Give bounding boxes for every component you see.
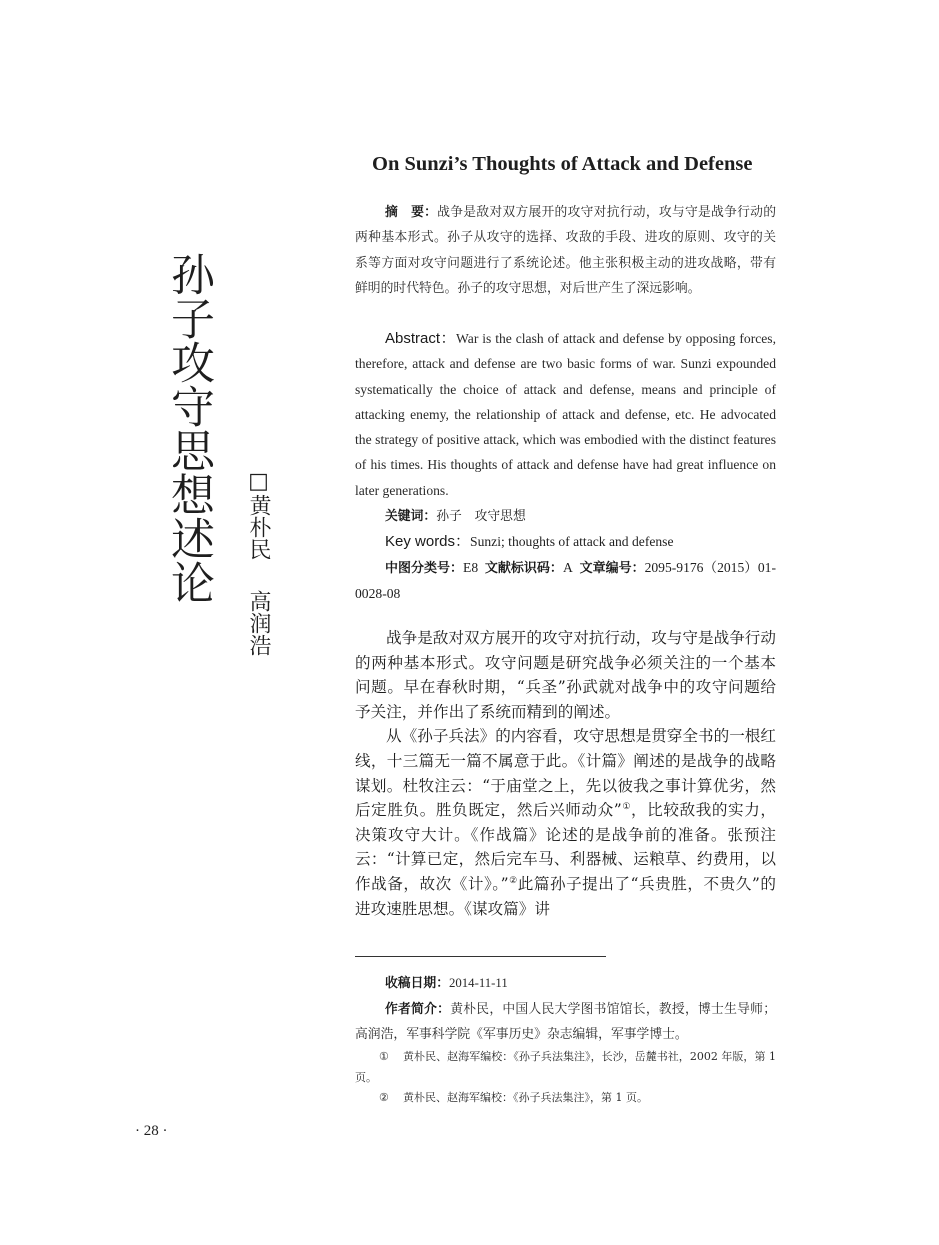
body-paragraph-1: 战争是敌对双方展开的攻守对抗行动，攻与守是战争行动的两种基本形式。攻守问题是研究战争必须关注的一个基本问题。早在春秋时期，“兵圣”孙武就对战争中的攻守问题给予关注，并作出了系统而精到的阐述。: [355, 629, 776, 721]
footnote-1-text: 黄朴民、赵海军编校：《孙子兵法集注》，长沙，岳麓书社，2002 年版，第 1 页。: [355, 1050, 776, 1084]
keywords-en-label: Key words：: [385, 533, 471, 550]
footnote-ref-2: ②: [508, 875, 518, 886]
keywords-chinese: [385, 504, 526, 529]
footnote-2-number: ②: [379, 1091, 389, 1104]
bio-label: 作者简介：: [385, 1002, 451, 1017]
abstract-cn-text: 战争是敌对双方展开的攻守对抗行动，攻与守是战争行动的两种基本形式。孙子从攻守的选择、攻敌的手段、进攻的原则、攻守的关系等方面对攻守问题进行了系统论述。他主张积极主动的进攻战略，带有鲜明的时代特色。孙子的攻守思想，对后世产生了深远影响。: [355, 205, 777, 297]
abstract-chinese: [355, 200, 776, 302]
clc-value: E8: [463, 560, 479, 575]
bio-text: 黄朴民，中国人民大学图书馆馆长，教授，博士生导师；高润浩，军事科学院《军事历史》杂志编辑，军事学博士。: [355, 1002, 777, 1042]
keywords-english: [385, 529, 674, 554]
footnote-ref-1: ①: [621, 802, 631, 813]
keywords-en-text: Sunzi; thoughts of attack and defense: [470, 534, 674, 549]
keywords-cn-text: 孙子 攻守思想: [436, 509, 526, 524]
footnote-2: [355, 1087, 776, 1108]
abstract-en-label: Abstract：: [385, 330, 457, 347]
footnote-1: [355, 1046, 776, 1088]
footnote-1-number: ①: [379, 1050, 389, 1063]
author-marker: □: [246, 469, 271, 494]
page-number: · 28 ·: [135, 1123, 168, 1139]
abstract-en-text: War is the clash of attack and defense by opposing forces, therefore, attack and defense are two basic forms of war. Sunzi expounded systematically the choice of attack and defense, means and principle of attacking enemy, the relationship of attack and defense, etc. He advocated the strategy of positive attack, which was embodied with the distinct features of his times. His thoughts of attack and defense have had great influence on later generations.: [355, 331, 776, 498]
article-number-value: 2095-9176（2015）01-0028-08: [355, 560, 776, 601]
clc-label: 中图分类号：: [385, 561, 464, 576]
classification-line: [355, 555, 776, 606]
received-value: 2014-11-11: [448, 976, 508, 990]
english-title: On Sunzi’s Thoughts of Attack and Defense: [372, 153, 753, 175]
received-date: [385, 971, 806, 996]
body-text: [355, 626, 776, 921]
authors: [243, 469, 273, 656]
doc-code-label: 文献标识码：: [484, 561, 563, 576]
abstract-cn-label: 摘 要：: [385, 205, 438, 220]
keywords-cn-label: 关键词：: [385, 509, 437, 524]
article-number-label: 文章编号：: [579, 561, 645, 576]
received-label: 收稿日期：: [385, 976, 449, 991]
chinese-title: 孙子攻守思想述论: [163, 252, 214, 604]
author-gao: 高润浩: [246, 590, 271, 656]
abstract-english: [355, 326, 776, 503]
author-huang: 黄朴民: [246, 494, 271, 560]
body-paragraph-2: 从《孙子兵法》的内容看，攻守思想是贯穿全书的一根红线，十三篇无一篇不属意于此。《计篇》阐述的是战争的战略谋划。杜牧注云：“于庙堂之上，先以彼我之事计算优劣，然后定胜负。胜负既定，然后兴师动众”①，比较敌我的实力，决策攻守大计。《作战篇》论述的是战争前的准备。张预注云：“计算已定，然后完车马、利器械、运粮草、约费用，以作战备，故次《计》。”②此篇孙子提出了“兵贵胜，不贵久”的进攻速胜思想。《谋攻篇》讲: [355, 727, 776, 918]
doc-code-value: A: [562, 560, 573, 575]
author-bio: [355, 997, 776, 1047]
footnote-2-text: 黄朴民、赵海军编校：《孙子兵法集注》，第 1 页。: [403, 1091, 648, 1104]
footnote-divider: [355, 956, 606, 957]
